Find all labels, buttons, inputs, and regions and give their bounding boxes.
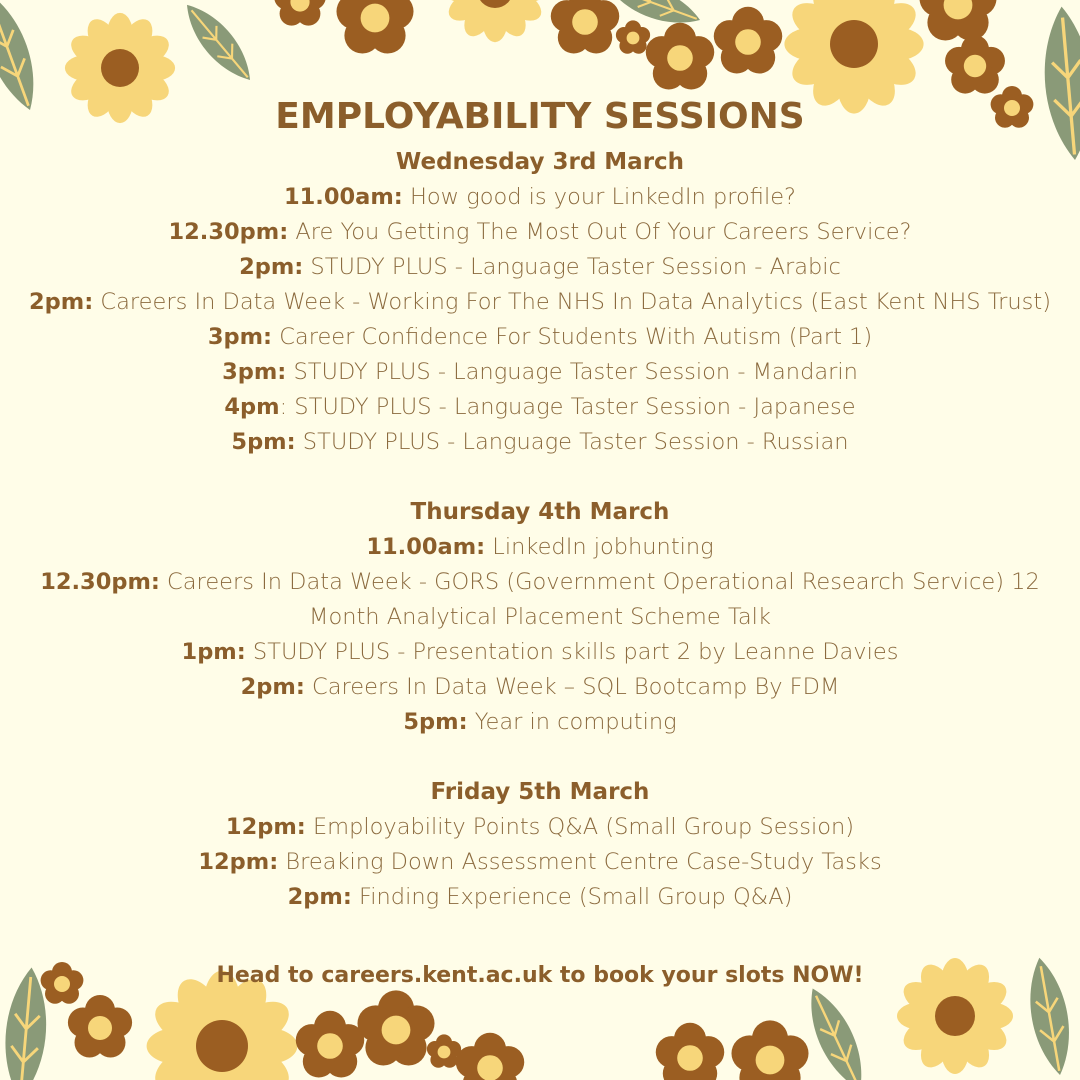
brown-flower-icon: [68, 995, 132, 1058]
session-item: [0, 705, 1080, 740]
session-time: 1pm:: [181, 639, 246, 665]
session-title: Careers In Data Week - Working For The NHS In Data Analytics (East Kent NHS Trust): [93, 289, 1051, 315]
session-item: [0, 530, 1080, 565]
day-section-wednesday: [0, 145, 1080, 460]
session-time: 12pm:: [225, 814, 306, 840]
session-item: [0, 355, 1080, 390]
session-item: [0, 670, 1080, 705]
session-time: 11.00am:: [284, 184, 403, 210]
brown-flower-icon: [731, 1020, 808, 1080]
session-title: STUDY PLUS - Language Taster Session - Mandarin: [286, 359, 858, 385]
session-title: STUDY PLUS - Presentation skills part 2 by Leanne Davies: [245, 639, 899, 665]
brown-flower-icon: [616, 20, 650, 53]
session-item: [0, 285, 1080, 320]
session-title: Career Confidence For Students With Autism (Part 1): [272, 324, 873, 350]
session-title: Careers In Data Week - GORS (Government Operational Research Service) 12 Month Analytical Placement Scheme Talk: [159, 569, 1040, 630]
session-time: 2pm:: [240, 674, 305, 700]
brown-flower-icon: [945, 35, 1005, 93]
brown-flower-icon: [919, 0, 996, 40]
session-title: : STUDY PLUS - Language Taster Session - Japanese: [279, 394, 856, 420]
day-heading: Thursday 4th March: [410, 499, 670, 525]
session-title: Are You Getting The Most Out Of Your Careers Service?: [288, 219, 912, 245]
brown-flower-icon: [714, 7, 782, 74]
leaf-icon: [797, 981, 875, 1080]
session-time: 3pm:: [222, 359, 287, 385]
session-title: Careers In Data Week – SQL Bootcamp By FDM: [304, 674, 840, 700]
brown-flower-icon: [296, 1011, 364, 1078]
brown-flower-icon: [274, 0, 325, 26]
schedule: [0, 95, 1080, 993]
session-title: Breaking Down Assessment Centre Case-Study Tasks: [278, 849, 882, 875]
session-item: [0, 215, 1080, 250]
session-time: 11.00am:: [366, 534, 486, 560]
session-time: 5pm:: [231, 429, 296, 455]
spacer: [0, 740, 1080, 775]
day-heading: Wednesday 3rd March: [395, 149, 685, 175]
session-time: 12.30pm:: [168, 219, 289, 245]
session-item: [0, 565, 1080, 635]
session-item: [0, 880, 1080, 915]
brown-flower-icon: [456, 1033, 524, 1080]
session-time: 4pm: [224, 394, 280, 420]
day-section-thursday: [0, 495, 1080, 740]
session-title: How good is your LinkedIn profile?: [402, 184, 796, 210]
session-title: STUDY PLUS - Language Taster Session - Russian: [295, 429, 849, 455]
session-time: 2pm:: [239, 254, 304, 280]
spacer: [0, 915, 1080, 950]
brown-flower-icon: [656, 1023, 724, 1080]
session-item: [0, 425, 1080, 460]
session-item: [0, 320, 1080, 355]
session-item: [0, 250, 1080, 285]
brown-flower-icon: [646, 23, 714, 90]
session-title: Finding Experience (Small Group Q&A): [351, 884, 793, 910]
booking-call-to-action: Head to careers.kent.ac.uk to book your slots NOW!: [216, 963, 864, 988]
session-time: 2pm:: [29, 289, 94, 315]
session-time: 12pm:: [198, 849, 279, 875]
day-heading: Friday 5th March: [430, 779, 650, 805]
session-title: STUDY PLUS - Language Taster Session - Arabic: [303, 254, 841, 280]
brown-flower-icon: [357, 990, 434, 1065]
brown-flower-icon: [551, 0, 619, 54]
session-item: [0, 845, 1080, 880]
leaf-icon: [176, 0, 262, 89]
session-title: Employability Points Q&A (Small Group Session): [305, 814, 855, 840]
session-item: [0, 635, 1080, 670]
session-time: 5pm:: [403, 709, 468, 735]
session-item: [0, 180, 1080, 215]
day-section-friday: [0, 775, 1080, 915]
session-title: LinkedIn jobhunting: [485, 534, 714, 560]
session-title: Year in computing: [467, 709, 677, 735]
session-item: [0, 390, 1080, 425]
spacer: [0, 460, 1080, 495]
brown-flower-icon: [336, 0, 413, 53]
session-time: 12.30pm:: [40, 569, 160, 595]
session-time: 2pm:: [287, 884, 352, 910]
session-item: [0, 810, 1080, 845]
page-title: EMPLOYABILITY SESSIONS: [275, 96, 805, 137]
session-time: 3pm:: [207, 324, 273, 350]
sunflower-icon: [443, 0, 547, 42]
